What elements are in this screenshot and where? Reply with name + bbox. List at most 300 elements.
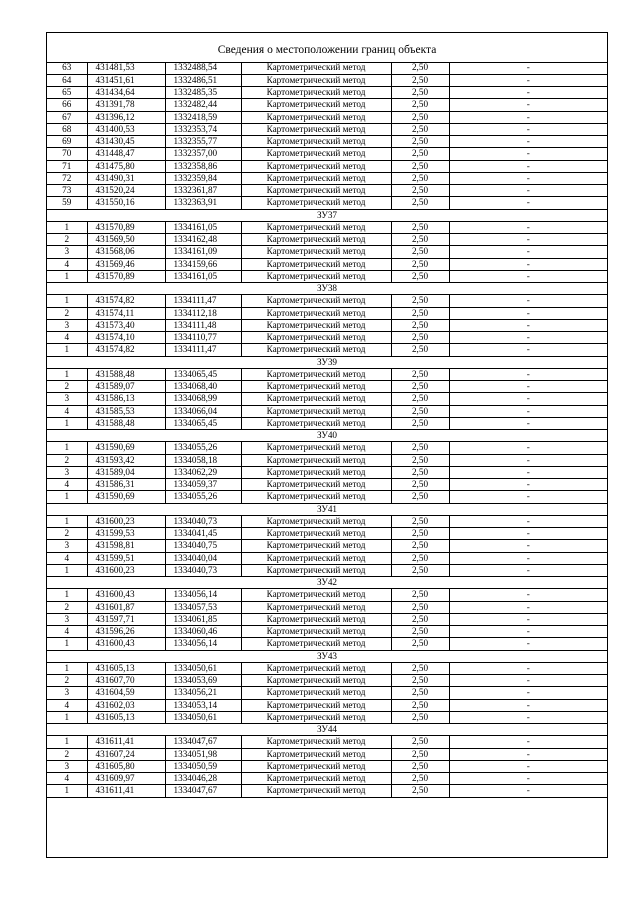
method-cell: Картометрический метод bbox=[241, 270, 391, 282]
accuracy-cell: 2,50 bbox=[391, 491, 449, 503]
table-row bbox=[47, 564, 607, 576]
section-header-row bbox=[47, 356, 607, 368]
point-number-cell: 3 bbox=[47, 319, 87, 331]
accuracy-cell: 2,50 bbox=[391, 564, 449, 576]
y-coordinate-cell: 1334161,05 bbox=[165, 270, 241, 282]
y-coordinate-cell: 1334053,69 bbox=[165, 675, 241, 687]
x-coordinate-cell: 431430,45 bbox=[87, 136, 165, 148]
description-cell: - bbox=[449, 221, 607, 233]
point-number-cell: 1 bbox=[47, 736, 87, 748]
point-number-cell: 4 bbox=[47, 405, 87, 417]
table-row bbox=[47, 234, 607, 246]
y-coordinate-cell: 1334110,77 bbox=[165, 332, 241, 344]
section-label: ЗУ39 bbox=[47, 356, 607, 368]
y-coordinate-cell: 1334046,28 bbox=[165, 773, 241, 785]
table-row bbox=[47, 601, 607, 613]
accuracy-cell: 2,50 bbox=[391, 454, 449, 466]
x-coordinate-cell: 431569,50 bbox=[87, 234, 165, 246]
y-coordinate-cell: 1334061,85 bbox=[165, 613, 241, 625]
description-cell: - bbox=[449, 785, 607, 797]
description-cell: - bbox=[449, 270, 607, 282]
x-coordinate-cell: 431609,97 bbox=[87, 773, 165, 785]
accuracy-cell: 2,50 bbox=[391, 626, 449, 638]
x-coordinate-cell: 431607,70 bbox=[87, 675, 165, 687]
point-number-cell: 2 bbox=[47, 675, 87, 687]
point-number-cell: 1 bbox=[47, 417, 87, 429]
method-cell: Картометрический метод bbox=[241, 295, 391, 307]
description-cell: - bbox=[449, 62, 607, 74]
x-coordinate-cell: 431600,23 bbox=[87, 515, 165, 527]
accuracy-cell: 2,50 bbox=[391, 74, 449, 86]
accuracy-cell: 2,50 bbox=[391, 295, 449, 307]
y-coordinate-cell: 1334055,26 bbox=[165, 491, 241, 503]
x-coordinate-cell: 431448,47 bbox=[87, 148, 165, 160]
section-label: ЗУ41 bbox=[47, 503, 607, 515]
x-coordinate-cell: 431574,11 bbox=[87, 307, 165, 319]
x-coordinate-cell: 431585,53 bbox=[87, 405, 165, 417]
description-cell: - bbox=[449, 87, 607, 99]
description-cell: - bbox=[449, 136, 607, 148]
method-cell: Картометрический метод bbox=[241, 466, 391, 478]
y-coordinate-cell: 1334068,40 bbox=[165, 381, 241, 393]
y-coordinate-cell: 1332359,84 bbox=[165, 172, 241, 184]
table-row bbox=[47, 454, 607, 466]
point-number-cell: 3 bbox=[47, 613, 87, 625]
y-coordinate-cell: 1332361,87 bbox=[165, 185, 241, 197]
point-number-cell: 64 bbox=[47, 74, 87, 86]
table-row bbox=[47, 123, 607, 135]
accuracy-cell: 2,50 bbox=[391, 479, 449, 491]
point-number-cell: 4 bbox=[47, 258, 87, 270]
accuracy-cell: 2,50 bbox=[391, 87, 449, 99]
table-row bbox=[47, 773, 607, 785]
accuracy-cell: 2,50 bbox=[391, 160, 449, 172]
x-coordinate-cell: 431601,87 bbox=[87, 601, 165, 613]
x-coordinate-cell: 431490,31 bbox=[87, 172, 165, 184]
section-label: ЗУ43 bbox=[47, 650, 607, 662]
method-cell: Картометрический метод bbox=[241, 589, 391, 601]
description-cell: - bbox=[449, 197, 607, 209]
method-cell: Картометрический метод bbox=[241, 319, 391, 331]
description-cell: - bbox=[449, 479, 607, 491]
accuracy-cell: 2,50 bbox=[391, 62, 449, 74]
x-coordinate-cell: 431570,89 bbox=[87, 221, 165, 233]
description-cell: - bbox=[449, 552, 607, 564]
x-coordinate-cell: 431586,31 bbox=[87, 479, 165, 491]
point-number-cell: 1 bbox=[47, 221, 87, 233]
accuracy-cell: 2,50 bbox=[391, 148, 449, 160]
method-cell: Картометрический метод bbox=[241, 687, 391, 699]
x-coordinate-cell: 431391,78 bbox=[87, 99, 165, 111]
point-number-cell: 2 bbox=[47, 307, 87, 319]
table-row bbox=[47, 479, 607, 491]
x-coordinate-cell: 431589,07 bbox=[87, 381, 165, 393]
point-number-cell: 3 bbox=[47, 246, 87, 258]
point-number-cell: 69 bbox=[47, 136, 87, 148]
description-cell: - bbox=[449, 540, 607, 552]
document-frame bbox=[46, 32, 608, 858]
table-row bbox=[47, 736, 607, 748]
accuracy-cell: 2,50 bbox=[391, 136, 449, 148]
table-row bbox=[47, 405, 607, 417]
y-coordinate-cell: 1334056,14 bbox=[165, 638, 241, 650]
point-number-cell: 68 bbox=[47, 123, 87, 135]
y-coordinate-cell: 1334059,37 bbox=[165, 479, 241, 491]
point-number-cell: 73 bbox=[47, 185, 87, 197]
accuracy-cell: 2,50 bbox=[391, 185, 449, 197]
table-row bbox=[47, 748, 607, 760]
y-coordinate-cell: 1334056,21 bbox=[165, 687, 241, 699]
method-cell: Картометрический метод bbox=[241, 148, 391, 160]
x-coordinate-cell: 431602,03 bbox=[87, 699, 165, 711]
y-coordinate-cell: 1334051,98 bbox=[165, 748, 241, 760]
method-cell: Картометрический метод bbox=[241, 160, 391, 172]
point-number-cell: 4 bbox=[47, 626, 87, 638]
method-cell: Картометрический метод bbox=[241, 62, 391, 74]
x-coordinate-cell: 431600,23 bbox=[87, 564, 165, 576]
description-cell: - bbox=[449, 626, 607, 638]
x-coordinate-cell: 431590,69 bbox=[87, 491, 165, 503]
description-cell: - bbox=[449, 687, 607, 699]
y-coordinate-cell: 1334161,09 bbox=[165, 246, 241, 258]
method-cell: Картометрический метод bbox=[241, 491, 391, 503]
method-cell: Картометрический метод bbox=[241, 613, 391, 625]
point-number-cell: 65 bbox=[47, 87, 87, 99]
description-cell: - bbox=[449, 638, 607, 650]
x-coordinate-cell: 431520,24 bbox=[87, 185, 165, 197]
method-cell: Картометрический метод bbox=[241, 626, 391, 638]
accuracy-cell: 2,50 bbox=[391, 123, 449, 135]
method-cell: Картометрический метод bbox=[241, 234, 391, 246]
accuracy-cell: 2,50 bbox=[391, 528, 449, 540]
point-number-cell: 63 bbox=[47, 62, 87, 74]
description-cell: - bbox=[449, 172, 607, 184]
accuracy-cell: 2,50 bbox=[391, 332, 449, 344]
method-cell: Картометрический метод bbox=[241, 540, 391, 552]
table-row bbox=[47, 785, 607, 797]
method-cell: Картометрический метод bbox=[241, 454, 391, 466]
accuracy-cell: 2,50 bbox=[391, 785, 449, 797]
accuracy-cell: 2,50 bbox=[391, 515, 449, 527]
point-number-cell: 1 bbox=[47, 442, 87, 454]
description-cell: - bbox=[449, 319, 607, 331]
method-cell: Картометрический метод bbox=[241, 638, 391, 650]
coordinates-table bbox=[47, 62, 607, 798]
x-coordinate-cell: 431605,13 bbox=[87, 662, 165, 674]
description-cell: - bbox=[449, 234, 607, 246]
description-cell: - bbox=[449, 699, 607, 711]
y-coordinate-cell: 1334162,48 bbox=[165, 234, 241, 246]
x-coordinate-cell: 431605,80 bbox=[87, 760, 165, 772]
x-coordinate-cell: 431481,53 bbox=[87, 62, 165, 74]
method-cell: Картометрический метод bbox=[241, 552, 391, 564]
table-row bbox=[47, 626, 607, 638]
table-row bbox=[47, 589, 607, 601]
section-header-row bbox=[47, 650, 607, 662]
x-coordinate-cell: 431396,12 bbox=[87, 111, 165, 123]
y-coordinate-cell: 1334112,18 bbox=[165, 307, 241, 319]
method-cell: Картометрический метод bbox=[241, 528, 391, 540]
y-coordinate-cell: 1332357,00 bbox=[165, 148, 241, 160]
point-number-cell: 71 bbox=[47, 160, 87, 172]
y-coordinate-cell: 1332353,74 bbox=[165, 123, 241, 135]
table-row bbox=[47, 197, 607, 209]
y-coordinate-cell: 1334050,59 bbox=[165, 760, 241, 772]
x-coordinate-cell: 431604,59 bbox=[87, 687, 165, 699]
x-coordinate-cell: 431400,53 bbox=[87, 123, 165, 135]
section-header-row bbox=[47, 209, 607, 221]
accuracy-cell: 2,50 bbox=[391, 258, 449, 270]
point-number-cell: 1 bbox=[47, 564, 87, 576]
x-coordinate-cell: 431600,43 bbox=[87, 638, 165, 650]
description-cell: - bbox=[449, 466, 607, 478]
x-coordinate-cell: 431611,41 bbox=[87, 736, 165, 748]
method-cell: Картометрический метод bbox=[241, 442, 391, 454]
point-number-cell: 1 bbox=[47, 368, 87, 380]
description-cell: - bbox=[449, 454, 607, 466]
x-coordinate-cell: 431573,40 bbox=[87, 319, 165, 331]
x-coordinate-cell: 431568,06 bbox=[87, 246, 165, 258]
description-cell: - bbox=[449, 589, 607, 601]
y-coordinate-cell: 1334066,04 bbox=[165, 405, 241, 417]
accuracy-cell: 2,50 bbox=[391, 601, 449, 613]
table-row bbox=[47, 307, 607, 319]
y-coordinate-cell: 1334057,53 bbox=[165, 601, 241, 613]
description-cell: - bbox=[449, 368, 607, 380]
x-coordinate-cell: 431593,42 bbox=[87, 454, 165, 466]
x-coordinate-cell: 431570,89 bbox=[87, 270, 165, 282]
method-cell: Картометрический метод bbox=[241, 393, 391, 405]
description-cell: - bbox=[449, 246, 607, 258]
accuracy-cell: 2,50 bbox=[391, 675, 449, 687]
document-title: Сведения о местоположении границ объекта bbox=[47, 33, 607, 63]
x-coordinate-cell: 431607,24 bbox=[87, 748, 165, 760]
accuracy-cell: 2,50 bbox=[391, 197, 449, 209]
point-number-cell: 4 bbox=[47, 479, 87, 491]
x-coordinate-cell: 431599,53 bbox=[87, 528, 165, 540]
description-cell: - bbox=[449, 491, 607, 503]
table-row bbox=[47, 466, 607, 478]
method-cell: Картометрический метод bbox=[241, 564, 391, 576]
x-coordinate-cell: 431600,43 bbox=[87, 589, 165, 601]
y-coordinate-cell: 1334058,18 bbox=[165, 454, 241, 466]
accuracy-cell: 2,50 bbox=[391, 172, 449, 184]
table-row bbox=[47, 515, 607, 527]
x-coordinate-cell: 431434,64 bbox=[87, 87, 165, 99]
x-coordinate-cell: 431451,61 bbox=[87, 74, 165, 86]
description-cell: - bbox=[449, 344, 607, 356]
description-cell: - bbox=[449, 748, 607, 760]
x-coordinate-cell: 431589,04 bbox=[87, 466, 165, 478]
description-cell: - bbox=[449, 307, 607, 319]
accuracy-cell: 2,50 bbox=[391, 552, 449, 564]
table-row bbox=[47, 344, 607, 356]
point-number-cell: 4 bbox=[47, 773, 87, 785]
coordinates-table-body bbox=[47, 62, 607, 797]
method-cell: Картометрический метод bbox=[241, 74, 391, 86]
method-cell: Картометрический метод bbox=[241, 111, 391, 123]
table-row bbox=[47, 270, 607, 282]
method-cell: Картометрический метод bbox=[241, 479, 391, 491]
accuracy-cell: 2,50 bbox=[391, 417, 449, 429]
point-number-cell: 1 bbox=[47, 491, 87, 503]
y-coordinate-cell: 1334056,14 bbox=[165, 589, 241, 601]
table-row bbox=[47, 74, 607, 86]
y-coordinate-cell: 1334040,75 bbox=[165, 540, 241, 552]
table-row bbox=[47, 540, 607, 552]
accuracy-cell: 2,50 bbox=[391, 270, 449, 282]
table-row bbox=[47, 613, 607, 625]
table-row bbox=[47, 62, 607, 74]
table-row bbox=[47, 136, 607, 148]
point-number-cell: 1 bbox=[47, 344, 87, 356]
table-row bbox=[47, 417, 607, 429]
description-cell: - bbox=[449, 528, 607, 540]
point-number-cell: 1 bbox=[47, 515, 87, 527]
description-cell: - bbox=[449, 675, 607, 687]
table-row bbox=[47, 368, 607, 380]
accuracy-cell: 2,50 bbox=[391, 99, 449, 111]
section-label: ЗУ37 bbox=[47, 209, 607, 221]
y-coordinate-cell: 1334047,67 bbox=[165, 785, 241, 797]
description-cell: - bbox=[449, 601, 607, 613]
table-row bbox=[47, 528, 607, 540]
x-coordinate-cell: 431605,13 bbox=[87, 711, 165, 723]
accuracy-cell: 2,50 bbox=[391, 589, 449, 601]
description-cell: - bbox=[449, 662, 607, 674]
y-coordinate-cell: 1334060,46 bbox=[165, 626, 241, 638]
y-coordinate-cell: 1334068,99 bbox=[165, 393, 241, 405]
description-cell: - bbox=[449, 148, 607, 160]
point-number-cell: 1 bbox=[47, 638, 87, 650]
method-cell: Картометрический метод bbox=[241, 332, 391, 344]
y-coordinate-cell: 1334041,45 bbox=[165, 528, 241, 540]
description-cell: - bbox=[449, 515, 607, 527]
accuracy-cell: 2,50 bbox=[391, 638, 449, 650]
accuracy-cell: 2,50 bbox=[391, 405, 449, 417]
section-header-row bbox=[47, 283, 607, 295]
accuracy-cell: 2,50 bbox=[391, 393, 449, 405]
method-cell: Картометрический метод bbox=[241, 123, 391, 135]
x-coordinate-cell: 431569,46 bbox=[87, 258, 165, 270]
x-coordinate-cell: 431611,41 bbox=[87, 785, 165, 797]
description-cell: - bbox=[449, 332, 607, 344]
table-row bbox=[47, 552, 607, 564]
accuracy-cell: 2,50 bbox=[391, 711, 449, 723]
accuracy-cell: 2,50 bbox=[391, 307, 449, 319]
accuracy-cell: 2,50 bbox=[391, 760, 449, 772]
point-number-cell: 4 bbox=[47, 552, 87, 564]
table-row bbox=[47, 699, 607, 711]
table-row bbox=[47, 319, 607, 331]
section-header-row bbox=[47, 577, 607, 589]
point-number-cell: 2 bbox=[47, 234, 87, 246]
accuracy-cell: 2,50 bbox=[391, 442, 449, 454]
table-row bbox=[47, 87, 607, 99]
table-row bbox=[47, 185, 607, 197]
description-cell: - bbox=[449, 381, 607, 393]
method-cell: Картометрический метод bbox=[241, 675, 391, 687]
method-cell: Картометрический метод bbox=[241, 344, 391, 356]
method-cell: Картометрический метод bbox=[241, 172, 391, 184]
description-cell: - bbox=[449, 564, 607, 576]
point-number-cell: 3 bbox=[47, 760, 87, 772]
y-coordinate-cell: 1334040,73 bbox=[165, 564, 241, 576]
point-number-cell: 4 bbox=[47, 699, 87, 711]
description-cell: - bbox=[449, 393, 607, 405]
accuracy-cell: 2,50 bbox=[391, 319, 449, 331]
accuracy-cell: 2,50 bbox=[391, 344, 449, 356]
description-cell: - bbox=[449, 185, 607, 197]
method-cell: Картометрический метод bbox=[241, 87, 391, 99]
table-row bbox=[47, 662, 607, 674]
accuracy-cell: 2,50 bbox=[391, 221, 449, 233]
y-coordinate-cell: 1332418,59 bbox=[165, 111, 241, 123]
description-cell: - bbox=[449, 711, 607, 723]
description-cell: - bbox=[449, 123, 607, 135]
x-coordinate-cell: 431599,51 bbox=[87, 552, 165, 564]
y-coordinate-cell: 1334062,29 bbox=[165, 466, 241, 478]
description-cell: - bbox=[449, 417, 607, 429]
method-cell: Картометрический метод bbox=[241, 405, 391, 417]
accuracy-cell: 2,50 bbox=[391, 613, 449, 625]
y-coordinate-cell: 1332488,54 bbox=[165, 62, 241, 74]
accuracy-cell: 2,50 bbox=[391, 540, 449, 552]
section-header-row bbox=[47, 503, 607, 515]
method-cell: Картометрический метод bbox=[241, 221, 391, 233]
section-label: ЗУ42 bbox=[47, 577, 607, 589]
section-header-row bbox=[47, 430, 607, 442]
method-cell: Картометрический метод bbox=[241, 736, 391, 748]
table-row bbox=[47, 675, 607, 687]
y-coordinate-cell: 1334050,61 bbox=[165, 711, 241, 723]
method-cell: Картометрический метод bbox=[241, 381, 391, 393]
table-row bbox=[47, 760, 607, 772]
description-cell: - bbox=[449, 295, 607, 307]
point-number-cell: 1 bbox=[47, 662, 87, 674]
method-cell: Картометрический метод bbox=[241, 246, 391, 258]
accuracy-cell: 2,50 bbox=[391, 687, 449, 699]
point-number-cell: 70 bbox=[47, 148, 87, 160]
method-cell: Картометрический метод bbox=[241, 136, 391, 148]
description-cell: - bbox=[449, 258, 607, 270]
point-number-cell: 2 bbox=[47, 528, 87, 540]
table-row bbox=[47, 442, 607, 454]
method-cell: Картометрический метод bbox=[241, 307, 391, 319]
accuracy-cell: 2,50 bbox=[391, 368, 449, 380]
accuracy-cell: 2,50 bbox=[391, 234, 449, 246]
section-label: ЗУ38 bbox=[47, 283, 607, 295]
table-row bbox=[47, 221, 607, 233]
table-row bbox=[47, 491, 607, 503]
point-number-cell: 1 bbox=[47, 295, 87, 307]
accuracy-cell: 2,50 bbox=[391, 736, 449, 748]
y-coordinate-cell: 1334053,14 bbox=[165, 699, 241, 711]
x-coordinate-cell: 431598,81 bbox=[87, 540, 165, 552]
y-coordinate-cell: 1332482,44 bbox=[165, 99, 241, 111]
y-coordinate-cell: 1334111,48 bbox=[165, 319, 241, 331]
table-row bbox=[47, 393, 607, 405]
accuracy-cell: 2,50 bbox=[391, 246, 449, 258]
method-cell: Картометрический метод bbox=[241, 197, 391, 209]
accuracy-cell: 2,50 bbox=[391, 699, 449, 711]
y-coordinate-cell: 1334111,47 bbox=[165, 344, 241, 356]
accuracy-cell: 2,50 bbox=[391, 381, 449, 393]
point-number-cell: 67 bbox=[47, 111, 87, 123]
description-cell: - bbox=[449, 160, 607, 172]
table-row bbox=[47, 258, 607, 270]
y-coordinate-cell: 1332363,91 bbox=[165, 197, 241, 209]
